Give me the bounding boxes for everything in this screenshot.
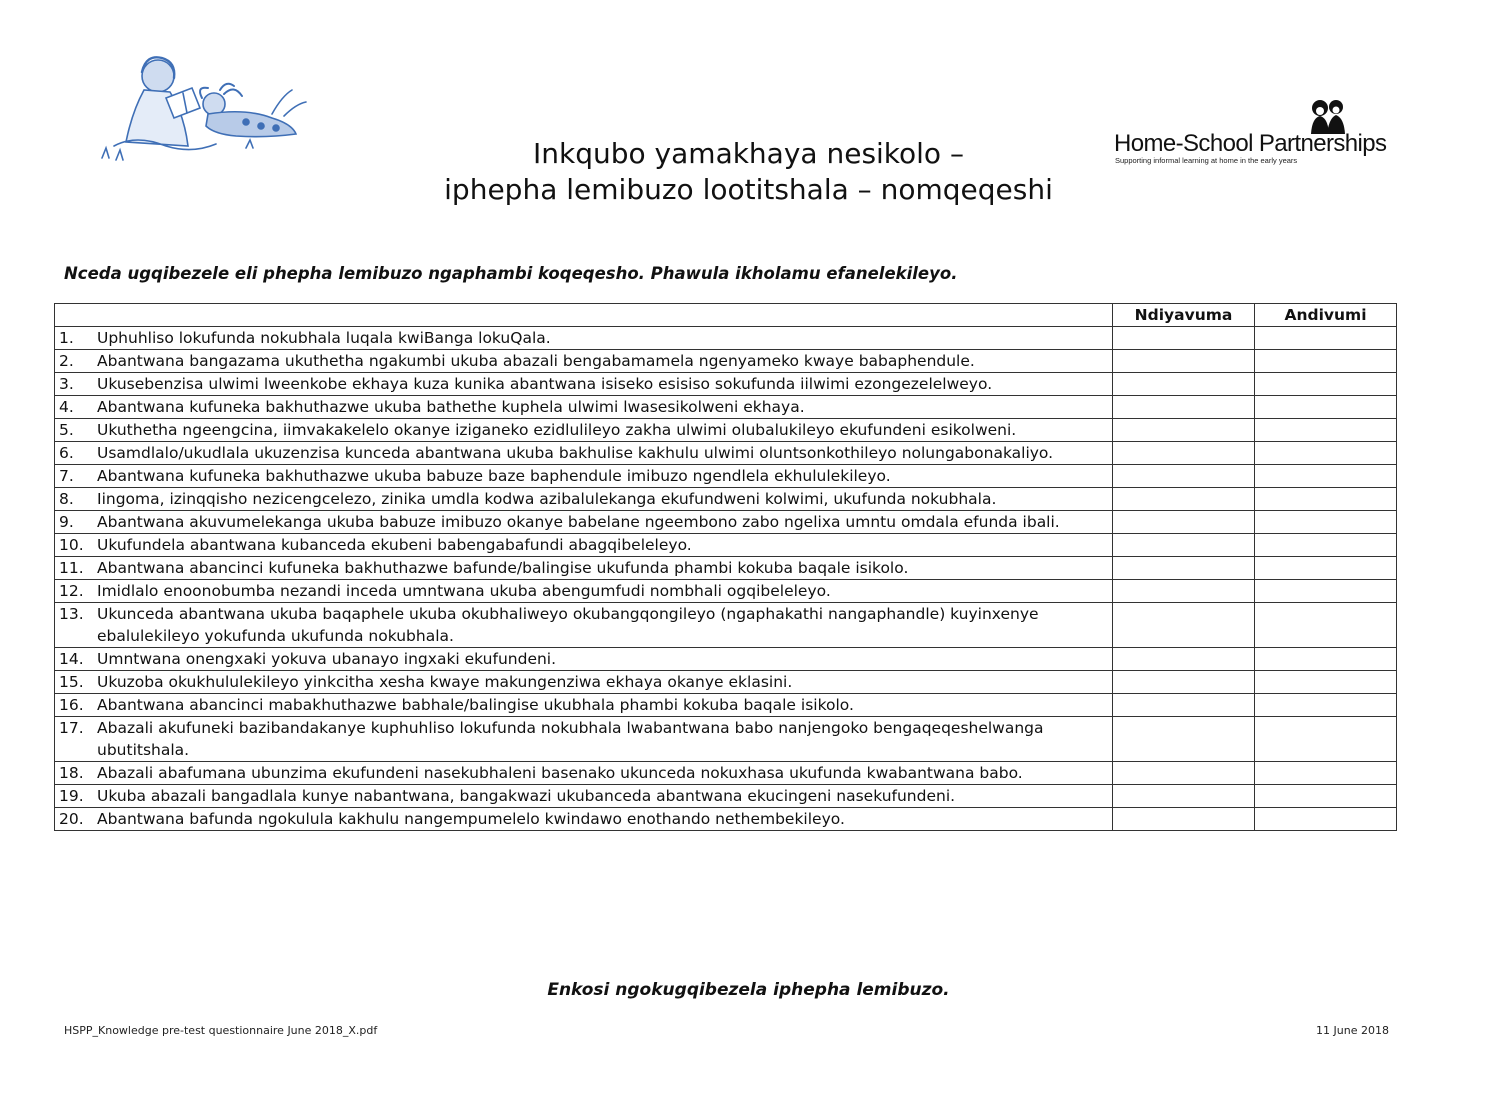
title-line-2: iphepha lemibuzo lootitshala – nomqeqeshi	[444, 173, 1053, 206]
statement-cell	[55, 442, 1113, 465]
table-row	[55, 717, 1397, 762]
instruction-text: Nceda ugqibezele eli phepha lemibuzo ngaphambi koqeqesho. Phawula ikholamu efanelekileyo.	[64, 264, 958, 283]
statement-text: Abantwana akuvumelekanga ukuba babuze imibuzo okanye babelane ngeembono zabo ngelixa umntu omdala efunda ibali.	[97, 513, 1060, 531]
table-row	[55, 373, 1397, 396]
statement-number: 4.	[59, 398, 74, 416]
agree-column-header: Ndiyavuma	[1113, 304, 1255, 327]
agree-checkbox-cell[interactable]	[1113, 350, 1255, 373]
statement-number: 20.	[59, 810, 84, 828]
statement-number: 14.	[59, 650, 84, 668]
statement-number: 6.	[59, 444, 74, 462]
statement-text: Abantwana bafunda ngokulula kakhulu nangempumelelo kwindawo enothando nethembekileyo.	[97, 810, 845, 828]
table-row	[55, 511, 1397, 534]
footer-date: 11 June 2018	[1316, 1024, 1389, 1037]
statement-cell	[55, 373, 1113, 396]
table-row	[55, 442, 1397, 465]
agree-checkbox-cell[interactable]	[1113, 580, 1255, 603]
statement-text: Uphuhliso lokufunda nokubhala luqala kwiBanga lokuQala.	[97, 329, 551, 347]
table-row	[55, 648, 1397, 671]
statement-text: Imidlalo enoonobumba nezandi inceda umntwana ukuba abengumfudi nombhali ogqibeleleyo.	[97, 582, 831, 600]
statement-text: Abazali abafumana ubunzima ekufundeni nasekubhaleni basenako ukunceda nokuxhasa ukufunda kwabantwana babo.	[97, 764, 1023, 782]
disagree-checkbox-cell[interactable]	[1255, 717, 1397, 762]
statement-cell	[55, 671, 1113, 694]
table-row	[55, 557, 1397, 580]
statement-text: Iingoma, izinqqisho nezicengcelezo, zinika umdla kodwa azibalulekanga ekufundweni kolwimi, ukufunda nokubhala.	[97, 490, 997, 508]
statement-text: Ukuthetha ngeengcina, iimvakakelelo okanye iziganeko ezidlulileyo zakha ulwimi olubalukileyo ekufundeni esikolweni.	[97, 421, 1017, 439]
table-row	[55, 396, 1397, 419]
agree-checkbox-cell[interactable]	[1113, 419, 1255, 442]
agree-checkbox-cell[interactable]	[1113, 717, 1255, 762]
statement-number: 2.	[59, 352, 74, 370]
statement-cell	[55, 465, 1113, 488]
table-row	[55, 785, 1397, 808]
statement-text: Abantwana abancinci kufuneka bakhuthazwe bafunde/balingise ukufunda phambi kokuba baqale isikolo.	[97, 559, 909, 577]
disagree-checkbox-cell[interactable]	[1255, 419, 1397, 442]
statement-cell	[55, 808, 1113, 831]
statement-cell	[55, 396, 1113, 419]
statement-text: Ukuzoba okukhululekileyo yinkcitha xesha kwaye makungenziwa ekhaya okanye eklasini.	[97, 673, 793, 691]
agree-checkbox-cell[interactable]	[1113, 488, 1255, 511]
disagree-checkbox-cell[interactable]	[1255, 603, 1397, 648]
table-row	[55, 762, 1397, 785]
table-row	[55, 694, 1397, 717]
statement-cell	[55, 648, 1113, 671]
agree-checkbox-cell[interactable]	[1113, 327, 1255, 350]
statement-number: 13.	[59, 605, 84, 623]
table-row	[55, 327, 1397, 350]
statement-cell	[55, 694, 1113, 717]
disagree-checkbox-cell[interactable]	[1255, 785, 1397, 808]
statement-cell	[55, 350, 1113, 373]
statement-text: Abantwana kufuneka bakhuthazwe ukuba bathethe kuphela ulwimi lwasesikolweni ekhaya.	[97, 398, 805, 416]
statement-number: 11.	[59, 559, 84, 577]
statement-number: 18.	[59, 764, 84, 782]
disagree-checkbox-cell[interactable]	[1255, 350, 1397, 373]
statement-cell	[55, 511, 1113, 534]
statement-number: 5.	[59, 421, 74, 439]
agree-checkbox-cell[interactable]	[1113, 762, 1255, 785]
disagree-checkbox-cell[interactable]	[1255, 488, 1397, 511]
page-title	[0, 136, 1497, 208]
disagree-checkbox-cell[interactable]	[1255, 327, 1397, 350]
agree-checkbox-cell[interactable]	[1113, 808, 1255, 831]
disagree-column-header: Andivumi	[1255, 304, 1397, 327]
agree-checkbox-cell[interactable]	[1113, 396, 1255, 419]
statement-text: Ukuba abazali bangadlala kunye nabantwana, bangakwazi ukubanceda abantwana ekucingeni nasekufundeni.	[97, 787, 956, 805]
agree-checkbox-cell[interactable]	[1113, 442, 1255, 465]
agree-checkbox-cell[interactable]	[1113, 785, 1255, 808]
agree-checkbox-cell[interactable]	[1113, 694, 1255, 717]
agree-checkbox-cell[interactable]	[1113, 511, 1255, 534]
statement-cell	[55, 557, 1113, 580]
disagree-checkbox-cell[interactable]	[1255, 648, 1397, 671]
disagree-checkbox-cell[interactable]	[1255, 762, 1397, 785]
statement-text: Ukunceda abantwana ukuba baqaphele ukuba okubhaliweyo okubangqongileyo (ngaphakathi nangaphandle) kuyinxenye ebalulekileyo yokufunda ukufunda nokubhala.	[97, 605, 1039, 645]
disagree-checkbox-cell[interactable]	[1255, 373, 1397, 396]
statement-number: 17.	[59, 719, 84, 737]
table-row	[55, 350, 1397, 373]
statement-number: 8.	[59, 490, 74, 508]
statement-text: Abantwana abancinci mabakhuthazwe babhale/balingise ukubhala phambi kokuba baqale isikolo.	[97, 696, 854, 714]
footer-filename: HSPP_Knowledge pre-test questionnaire June 2018_X.pdf	[64, 1024, 378, 1037]
table-row	[55, 488, 1397, 511]
statement-number: 1.	[59, 329, 74, 347]
agree-checkbox-cell[interactable]	[1113, 648, 1255, 671]
table-row	[55, 534, 1397, 557]
title-line-1: Inkqubo yamakhaya nesikolo –	[533, 137, 964, 170]
agree-checkbox-cell[interactable]	[1113, 534, 1255, 557]
disagree-checkbox-cell[interactable]	[1255, 694, 1397, 717]
agree-checkbox-cell[interactable]	[1113, 373, 1255, 396]
disagree-checkbox-cell[interactable]	[1255, 465, 1397, 488]
statement-cell	[55, 488, 1113, 511]
table-row	[55, 465, 1397, 488]
statement-cell	[55, 603, 1113, 648]
logo-tagline: Supporting informal learning at home in the early years	[1115, 156, 1298, 165]
statement-cell	[55, 717, 1113, 762]
table-row	[55, 419, 1397, 442]
questionnaire-table	[54, 303, 1397, 831]
disagree-checkbox-cell[interactable]	[1255, 534, 1397, 557]
disagree-checkbox-cell[interactable]	[1255, 557, 1397, 580]
statement-number: 16.	[59, 696, 84, 714]
statement-text: Abantwana kufuneka bakhuthazwe ukuba babuze baze baphendule imibuzo ngendlela ekhululekileyo.	[97, 467, 891, 485]
statement-column-header	[55, 304, 1113, 327]
table-header-row	[55, 304, 1397, 327]
statement-cell	[55, 419, 1113, 442]
agree-checkbox-cell[interactable]	[1113, 465, 1255, 488]
statement-number: 7.	[59, 467, 74, 485]
table-row	[55, 671, 1397, 694]
disagree-checkbox-cell[interactable]	[1255, 442, 1397, 465]
logo-name: Home-School Partnerships	[1114, 130, 1387, 157]
agree-checkbox-cell[interactable]	[1113, 671, 1255, 694]
statement-number: 12.	[59, 582, 84, 600]
statement-number: 3.	[59, 375, 74, 393]
statement-cell	[55, 534, 1113, 557]
statement-text: Abantwana bangazama ukuthetha ngakumbi ukuba abazali bengabamamela ngenyameko kwaye babaphendule.	[97, 352, 975, 370]
statement-text: Umntwana onengxaki yokuva ubanayo ingxaki ekufundeni.	[97, 650, 557, 668]
statement-number: 19.	[59, 787, 84, 805]
statement-cell	[55, 762, 1113, 785]
disagree-checkbox-cell[interactable]	[1255, 511, 1397, 534]
thank-you-text: Enkosi ngokugqibezela iphepha lemibuzo.	[547, 980, 950, 1000]
statement-text: Usamdlalo/ukudlala ukuzenzisa kunceda abantwana ukuba bakhulise kakhulu ulwimi oluntsonkothileyo nolungabonakaliyo.	[97, 444, 1054, 462]
statement-cell	[55, 785, 1113, 808]
disagree-checkbox-cell[interactable]	[1255, 671, 1397, 694]
agree-checkbox-cell[interactable]	[1113, 557, 1255, 580]
statement-number: 9.	[59, 513, 74, 531]
disagree-checkbox-cell[interactable]	[1255, 808, 1397, 831]
table-row	[55, 603, 1397, 648]
table-row	[55, 580, 1397, 603]
statement-text: Ukufundela abantwana kubanceda ekubeni babengabafundi abagqibeleleyo.	[97, 536, 692, 554]
disagree-checkbox-cell[interactable]	[1255, 580, 1397, 603]
table-row	[55, 808, 1397, 831]
statement-cell	[55, 580, 1113, 603]
statement-text: Ukusebenzisa ulwimi lweenkobe ekhaya kuza kunika abantwana isiseko esisiso sokufunda iilwimi ezongezelelweyo.	[97, 375, 993, 393]
statement-cell	[55, 327, 1113, 350]
statement-text: Abazali akufuneki bazibandakanye kuphuhliso lokufunda nokubhala lwabantwana babo nanjengoko bengaqeqeshelwanga ubutitshala.	[97, 719, 1044, 759]
statement-number: 15.	[59, 673, 84, 691]
statement-number: 10.	[59, 536, 84, 554]
agree-checkbox-cell[interactable]	[1113, 603, 1255, 648]
disagree-checkbox-cell[interactable]	[1255, 396, 1397, 419]
